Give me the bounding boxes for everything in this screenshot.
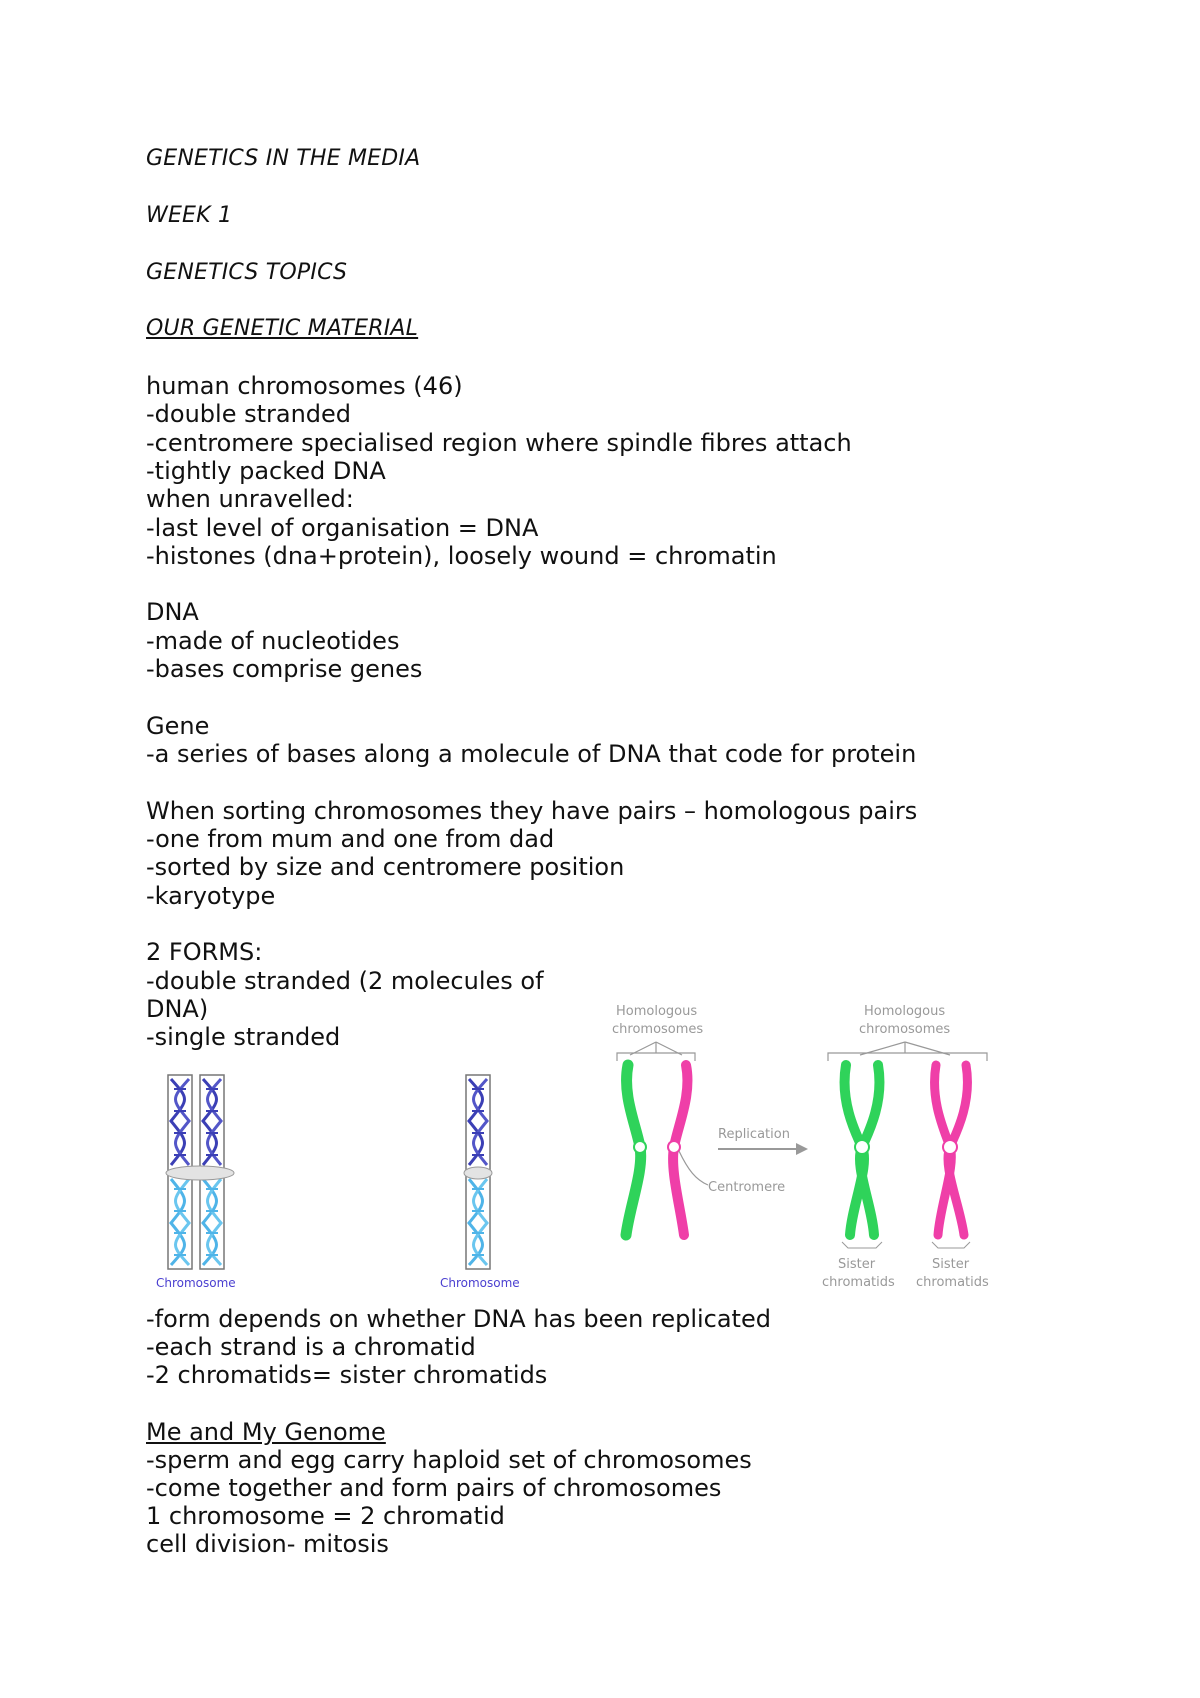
text-line: -come together and form pairs of chromosomes <box>146 1474 722 1502</box>
text-line: 1 chromosome = 2 chromatid <box>146 1502 505 1530</box>
doc-title: GENETICS IN THE MEDIA <box>146 146 421 171</box>
double-chromosome-figure <box>150 1065 260 1290</box>
section-heading-genetic-material: OUR GENETIC MATERIAL <box>146 316 419 341</box>
text-line: cell division- mitosis <box>146 1530 389 1558</box>
text-line: -last level of organisation = DNA <box>146 514 539 542</box>
text-line: -double stranded (2 molecules of <box>146 967 544 995</box>
homologous-label: chromosomes <box>612 1022 704 1037</box>
text-line: DNA) <box>146 995 209 1023</box>
topics-heading: GENETICS TOPICS <box>146 260 348 285</box>
sister-chromatids-label: chromatids <box>916 1275 989 1290</box>
chromosome-label: Chromosome <box>156 1276 236 1290</box>
text-line: -bases comprise genes <box>146 655 423 683</box>
text-line: -2 chromatids= sister chromatids <box>146 1361 548 1389</box>
centromere-label: Centromere <box>708 1180 786 1195</box>
text-line: -karyotype <box>146 882 276 910</box>
replication-label: Replication <box>718 1127 790 1142</box>
text-line: -double stranded <box>146 400 352 428</box>
sister-chromatids-label: Sister <box>838 1257 876 1272</box>
text-line: -form depends on whether DNA has been replicated <box>146 1305 771 1333</box>
text-line: -single stranded <box>146 1023 341 1051</box>
text-line: -tightly packed DNA <box>146 457 386 485</box>
text-line: Gene <box>146 712 210 740</box>
replication-figure <box>600 995 1000 1295</box>
text-line: DNA <box>146 598 199 626</box>
text-line: -made of nucleotides <box>146 627 400 655</box>
text-line: -each strand is a chromatid <box>146 1333 476 1361</box>
homologous-label: Homologous <box>864 1004 946 1019</box>
text-line: -one from mum and one from dad <box>146 825 555 853</box>
text-line: -sorted by size and centromere position <box>146 853 625 881</box>
text-line: -sperm and egg carry haploid set of chromosomes <box>146 1446 752 1474</box>
week-label: WEEK 1 <box>146 203 233 228</box>
text-line: when unravelled: <box>146 485 354 513</box>
section-heading-genome: Me and My Genome <box>146 1418 386 1446</box>
text-line: -histones (dna+protein), loosely wound = chromatin <box>146 542 777 570</box>
sister-chromatids-label: Sister <box>932 1257 970 1272</box>
text-line: human chromosomes (46) <box>146 372 463 400</box>
homologous-label: chromosomes <box>859 1022 951 1037</box>
sister-chromatids-label: chromatids <box>822 1275 895 1290</box>
homologous-label: Homologous <box>616 1004 698 1019</box>
chromosome-label: Chromosome <box>440 1276 520 1290</box>
text-line: 2 FORMS: <box>146 938 263 966</box>
single-chromosome-figure <box>438 1065 538 1290</box>
text-line: -a series of bases along a molecule of DNA that code for protein <box>146 740 917 768</box>
text-line: -centromere specialised region where spindle fibres attach <box>146 429 852 457</box>
text-line: When sorting chromosomes they have pairs – homologous pairs <box>146 797 918 825</box>
